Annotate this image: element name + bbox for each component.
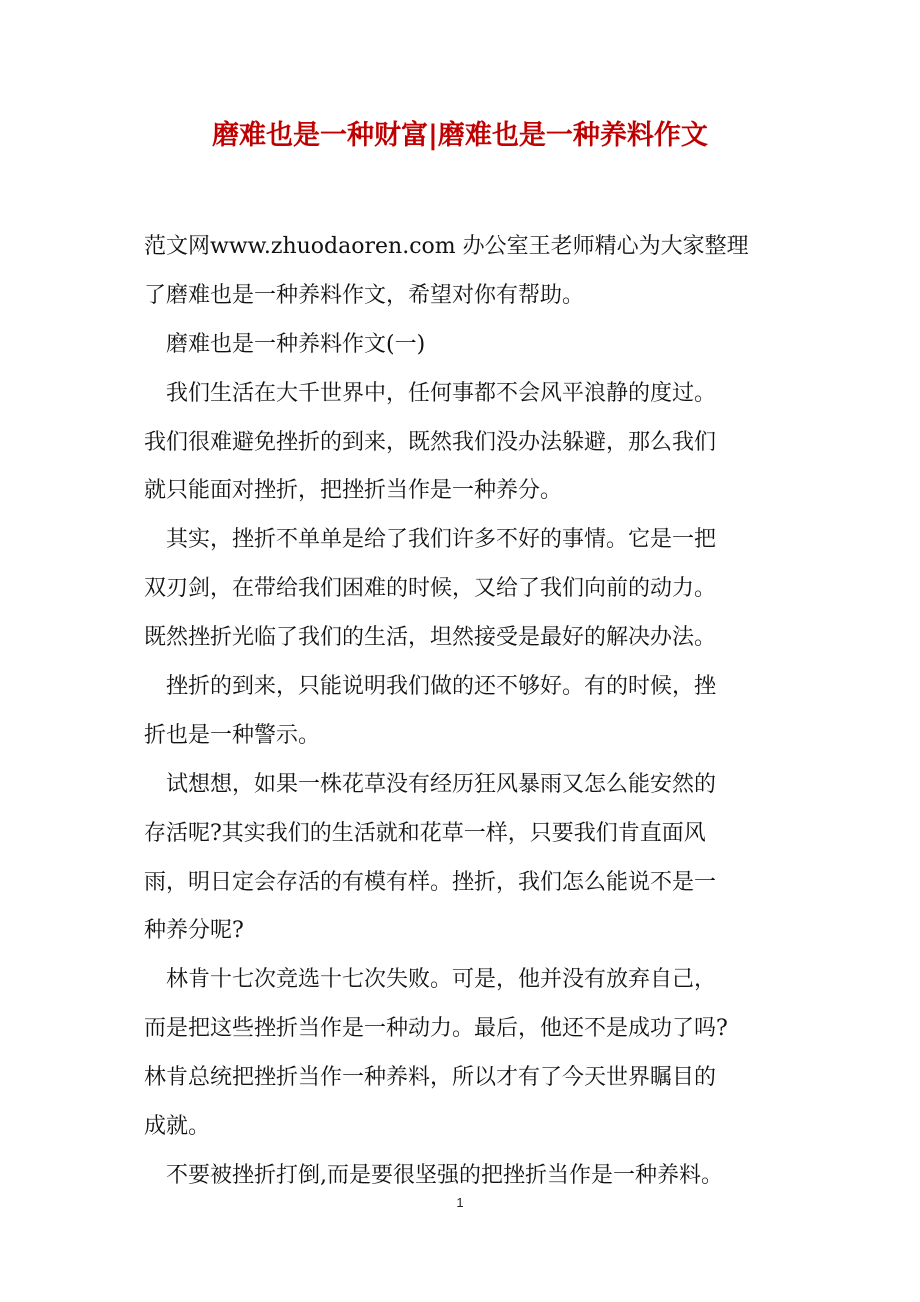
text-line: 了磨难也是一种养料作文，希望对你有帮助。	[144, 282, 585, 308]
text-line: 我们生活在大千世界中，任何事都不会风平浪静的度过。	[166, 380, 717, 406]
text-line: 林肯总统把挫折当作一种养料，所以才有了今天世界瞩目的	[144, 1065, 717, 1091]
paragraph	[144, 325, 794, 374]
paragraph	[144, 667, 794, 765]
text-line: 既然挫折光临了我们的生活，坦然接受是最好的解决办法。	[144, 625, 717, 651]
text-line: 我们很难避免挫折的到来，既然我们没办法躲避，那么我们	[144, 429, 717, 455]
paragraph	[144, 765, 794, 961]
text-line: 成就。	[144, 1114, 211, 1140]
text-line: 雨，明日定会存活的有模有样。挫折，我们怎么能说不是一	[144, 869, 717, 895]
text-line: 双刃剑，在带给我们困难的时候，又给了我们向前的动力。	[144, 576, 717, 602]
paragraph	[144, 960, 794, 1156]
text-line: 折也是一种警示。	[144, 722, 321, 748]
paragraph	[144, 227, 794, 325]
document-title: 磨难也是一种财富|磨难也是一种养料作文	[212, 120, 708, 151]
paragraph	[144, 520, 794, 667]
paragraph	[144, 374, 794, 521]
text-line: 其实，挫折不单单是给了我们许多不好的事情。它是一把	[166, 527, 717, 553]
text-line: 试想想，如果一株花草没有经历狂风暴雨又怎么能安然的	[166, 771, 717, 797]
text-line: 范文网www.zhuodaoren.com 办公室王老师精心为大家整理	[144, 234, 749, 259]
document-body	[144, 227, 794, 1205]
text-line: 就只能面对挫折，把挫折当作是一种养分。	[144, 478, 563, 504]
text-line: 而是把这些挫折当作是一种动力。最后，他还不是成功了吗?	[144, 1016, 728, 1042]
text-line: 林肯十七次竞选十七次失败。可是，他并没有放弃自己，	[166, 967, 717, 993]
text-line: 不要被挫折打倒,而是要很坚强的把挫折当作是一种养料。	[166, 1162, 723, 1188]
page-number: 1	[456, 1195, 464, 1210]
text-line: 磨难也是一种养料作文(一)	[166, 331, 426, 357]
text-line: 存活呢?其实我们的生活就和花草一样，只要我们肯直面风	[144, 820, 706, 846]
text-line: 挫折的到来，只能说明我们做的还不够好。有的时候，挫	[166, 674, 717, 700]
text-line: 种养分呢?	[144, 918, 244, 944]
